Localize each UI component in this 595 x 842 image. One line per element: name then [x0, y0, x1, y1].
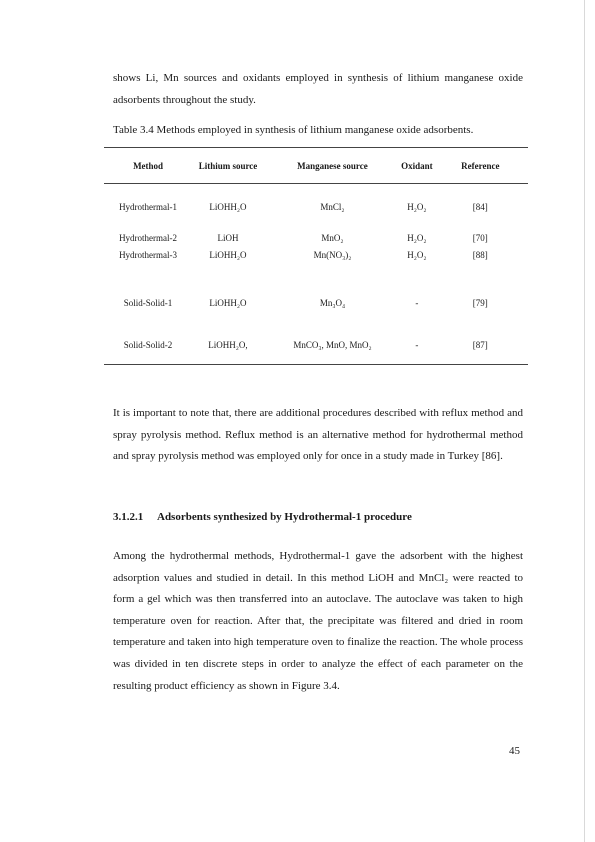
cell-manganese-source: MnCl₂ — [320, 201, 345, 212]
cell-oxidant: - — [415, 297, 419, 308]
cell-reference: [70] — [472, 233, 488, 243]
table-row — [104, 327, 528, 365]
cell-lithium-source: LiOH — [217, 233, 239, 243]
cell-reference: [84] — [472, 201, 488, 212]
methods-table — [104, 147, 528, 365]
cell-manganese-source: Mn(NO₃)₂ — [313, 250, 352, 260]
page-number: 45 — [509, 745, 520, 757]
cell-oxidant: H₂O₂ — [407, 233, 427, 243]
cell-method: Solid-Solid-2 — [123, 340, 173, 351]
table-header-row — [104, 148, 528, 184]
header-manganese-source: Manganese source — [297, 160, 368, 171]
cell-reference: [87] — [472, 340, 488, 351]
table-row — [104, 294, 528, 312]
body-paragraph-hydrothermal: Among the hydrothermal methods, Hydrothermal-1 gave the adsorbent with the highest adsorption values and studied in detail. In this method LiOH and MnCl₂ were reacted to form a gel which was then transferred into an autoclave. The autoclave was taken to high temperature oven for reaction. After that, the precipitate was filtered and dried in room temperature and taken into high temperature oven to finalize the reaction. The whole process was divided in ten discrete steps in order to analyze the effect of each parameter on the resulting product efficiency as shown in Figure 3.4. — [113, 550, 523, 692]
cell-method: Hydrothermal-1 — [119, 201, 178, 212]
cell-reference: [79] — [472, 297, 488, 308]
table-row — [104, 198, 528, 216]
cell-lithium-source: LiOHH₂O — [209, 201, 247, 212]
cell-lithium-source: LiOHH₂O — [209, 250, 247, 260]
section-title: Adsorbents synthesized by Hydrothermal-1 procedure — [157, 511, 412, 523]
cell-method: Hydrothermal-3 — [119, 250, 178, 260]
cell-method: Hydrothermal-2 — [119, 233, 178, 243]
cell-oxidant: H₂O₂ — [407, 250, 427, 260]
cell-oxidant: - — [415, 340, 419, 351]
cell-manganese-source: Mn₃O₄ — [319, 297, 346, 308]
cell-method: Solid-Solid-1 — [123, 297, 173, 308]
cell-reference: [88] — [472, 250, 488, 260]
cell-lithium-source: LiOHH₂O, — [208, 340, 248, 351]
table-caption: Table 3.4 Methods employed in synthesis of lithium manganese oxide adsorbents. — [113, 124, 474, 136]
cell-lithium-source: LiOHH₂O — [209, 297, 247, 308]
cell-manganese-source: MnO₂ — [321, 233, 344, 243]
header-method: Method — [133, 160, 164, 171]
header-lithium-source: Lithium source — [198, 160, 258, 171]
page-edge-line — [584, 0, 585, 842]
cell-manganese-source: MnCO₃, MnO, MnO₂ — [293, 339, 372, 350]
section-number: 3.1.2.1 — [113, 511, 144, 523]
section-heading — [113, 511, 412, 523]
header-oxidant: Oxidant — [401, 160, 433, 171]
header-reference: Reference — [461, 160, 500, 171]
intro-paragraph: shows Li, Mn sources and oxidants employed in synthesis of lithium manganese oxide adsorbents throughout the study. — [113, 72, 523, 106]
table-row — [104, 230, 528, 247]
table-row — [104, 247, 528, 264]
body-paragraph-reflux: It is important to note that, there are additional procedures described with reflux method and spray pyrolysis method. Reflux method is an alternative method for hydrothermal method and spray pyrolysis method was employed only for once in a study made in Turkey [86]. — [113, 407, 523, 463]
cell-oxidant: H₂O₂ — [407, 201, 427, 212]
